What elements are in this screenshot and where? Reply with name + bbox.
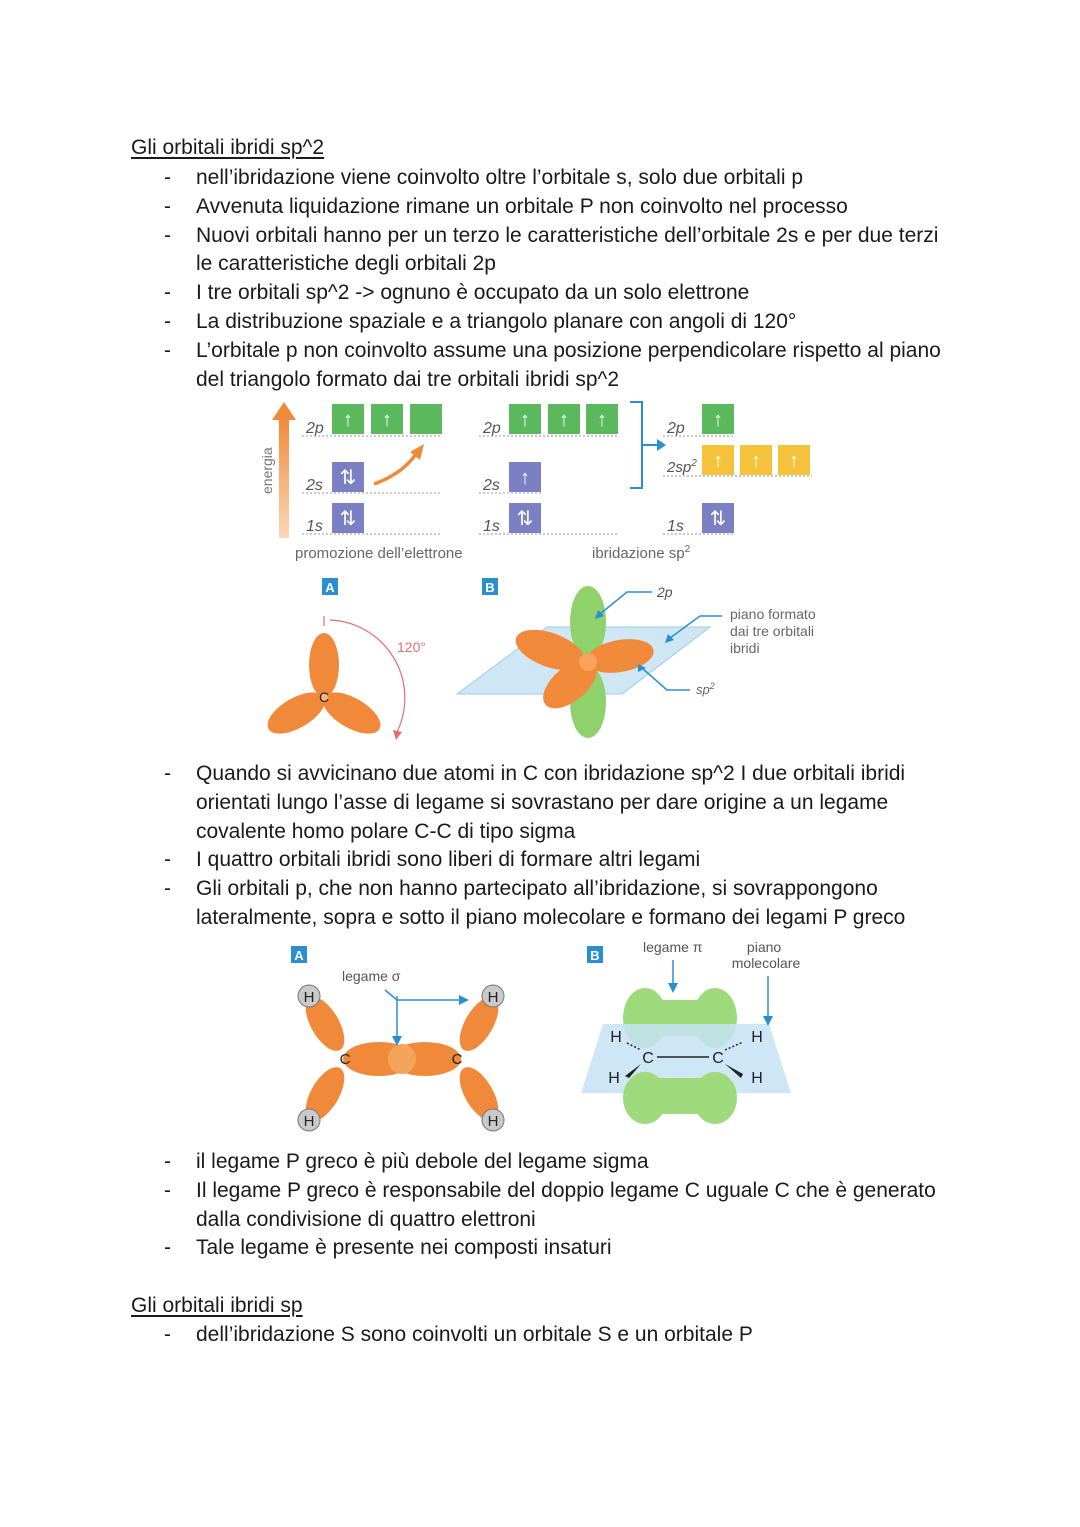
list-item: - L’orbitale p non coinvolto assume una posizione perpendicolare rispetto al piano del triangolo formato dai tre orbitali ibridi sp^2 <box>0 337 956 395</box>
carbon-label: C <box>451 1051 463 1068</box>
sigma-overlap <box>388 1044 416 1074</box>
list-item: - I quattro orbitali ibridi sono liberi di formare altri legami <box>0 846 956 875</box>
hybrid-lobe <box>309 633 339 697</box>
list-item: - Quando si avvicinano due atomi in C con ibridazione sp^2 I due orbitali ibridi orientati lungo l’asse di legame si sovrastano per dare origine a un legame covalente homo polare C-C di tipo sigma <box>0 760 956 846</box>
energy-axis-arrowhead <box>272 402 296 420</box>
carbon-label: C <box>318 689 330 705</box>
carbon-label: C <box>712 1050 724 1067</box>
label-sp2: $sp^2$ <box>696 681 715 697</box>
level-label-1s: 1s <box>306 518 323 535</box>
list-item: - Nuovi orbitali hanno per un terzo le caratteristiche dell’orbitale 2s e per due terzi le caratteristiche degli orbitali 2p <box>0 222 956 280</box>
list-item: - I tre orbitali sp^2 -> ognuno è occupato da un solo elettrone <box>0 279 956 308</box>
level-label-2sp2: $2sp^2$ <box>667 458 697 476</box>
electron-arrow: ↑ <box>713 409 723 431</box>
bullet-list-pi-bond <box>0 1148 1000 1263</box>
trigonal-orbitals <box>261 633 387 742</box>
energy-diagram <box>252 396 832 566</box>
electron-arrow: ↑ <box>751 450 761 472</box>
electron-pair: ⇅ <box>339 467 357 489</box>
electron-arrow: ↑ <box>713 450 723 472</box>
level-label-1s: 1s <box>667 518 684 535</box>
energy-axis-label: energia <box>259 447 275 494</box>
hydrogen-label: H <box>610 1029 622 1046</box>
electron-arrow: ↑ <box>520 409 530 431</box>
list-item: - Gli orbitali p, che non hanno partecipato all’ibridazione, si sovrappongono lateralmente, sopra e sotto il piano molecolare e formano dei legami P greco <box>0 875 956 933</box>
caption-promotion: promozione dell’elettrone <box>295 545 463 562</box>
orbital-box-2p <box>410 404 442 434</box>
pi-label: legame π <box>643 939 703 955</box>
electron-pair: ⇅ <box>516 508 534 530</box>
electron-arrow: ↑ <box>559 409 569 431</box>
hydrogen-label: H <box>751 1029 763 1046</box>
pi-arrowhead <box>668 983 678 993</box>
carbon-label: C <box>339 1051 351 1068</box>
panel-tag-a-label: A <box>325 580 335 595</box>
level-label-2p: 2p <box>667 420 685 437</box>
panel-tag-a-label: A <box>294 948 304 963</box>
sp2-geometry-figure <box>252 572 832 752</box>
panel-tag-b-label: B <box>485 580 495 595</box>
energy-axis-bar <box>279 418 289 538</box>
electron-pair: ⇅ <box>709 508 727 530</box>
list-item: - nell’ibridazione viene coinvolto oltre l’orbitale s, solo due orbitali p <box>0 164 956 193</box>
list-item: - dell’ibridazione S sono coinvolti un orbitale S e un orbitale P <box>0 1321 956 1350</box>
section-heading-sp: Gli orbitali ibridi sp <box>131 1294 303 1317</box>
level-label-2p: 2p <box>306 420 324 437</box>
bullet-list-sp <box>0 1321 1000 1350</box>
plane-label: piano formato dai tre orbitali ibridi <box>730 606 816 656</box>
list-item: - Tale legame è presente nei composti insaturi <box>0 1234 956 1263</box>
list-item: - Il legame P greco è responsabile del doppio legame C uguale C che è generato dalla condivisione di quattro elettroni <box>0 1177 956 1235</box>
pi-bond-bottom <box>623 1072 737 1124</box>
sigma-arrowhead <box>459 995 469 1005</box>
molecular-plane-label: piano molecolare <box>731 939 801 971</box>
bullet-list-bonding <box>0 760 1000 933</box>
electron-arrow: ↑ <box>343 409 353 431</box>
hydrogen-label: H <box>751 1070 763 1087</box>
hydrogen-label: H <box>487 1113 499 1130</box>
electron-arrow: ↑ <box>520 467 530 489</box>
section-heading-sp2: Gli orbitali ibridi sp^2 <box>131 136 325 159</box>
electron-arrow: ↑ <box>789 450 799 472</box>
promotion-arrow <box>374 454 416 484</box>
level-label-1s: 1s <box>483 518 500 535</box>
sigma-label: legame σ <box>342 968 401 984</box>
angle-arrowhead <box>393 730 402 740</box>
electron-arrow: ↑ <box>597 409 607 431</box>
level-label-2p: 2p <box>483 420 501 437</box>
hydrogen-label: H <box>608 1070 620 1087</box>
label-2p: 2p <box>657 584 673 600</box>
level-label-2s: 2s <box>483 477 500 494</box>
angle-label: 120° <box>397 639 426 655</box>
list-item: - il legame P greco è più debole del legame sigma <box>0 1148 956 1177</box>
bullet-list-intro <box>0 164 1000 394</box>
panel-tag-b-label: B <box>590 948 600 963</box>
hybridization-arrowhead <box>657 439 666 451</box>
hydrogen-label: H <box>303 1113 315 1130</box>
list-item: - La distribuzione spaziale e a triangolo planare con angoli di 120° <box>0 308 956 337</box>
electron-pair: ⇅ <box>339 508 357 530</box>
level-label-2s: 2s <box>306 477 323 494</box>
caption-hybridization: ibridazione $sp^2$ <box>592 544 691 562</box>
hydrogen-label: H <box>487 989 499 1006</box>
carbon-nucleus <box>579 653 597 671</box>
ethene-bond-figure <box>285 938 815 1138</box>
hybridization-bracket <box>630 402 642 488</box>
list-item: - Avvenuta liquidazione rimane un orbitale P non coinvolto nel processo <box>0 193 956 222</box>
callout-2p <box>600 592 652 614</box>
hydrogen-label: H <box>303 989 315 1006</box>
electron-arrow: ↑ <box>382 409 392 431</box>
carbon-label: C <box>642 1050 654 1067</box>
